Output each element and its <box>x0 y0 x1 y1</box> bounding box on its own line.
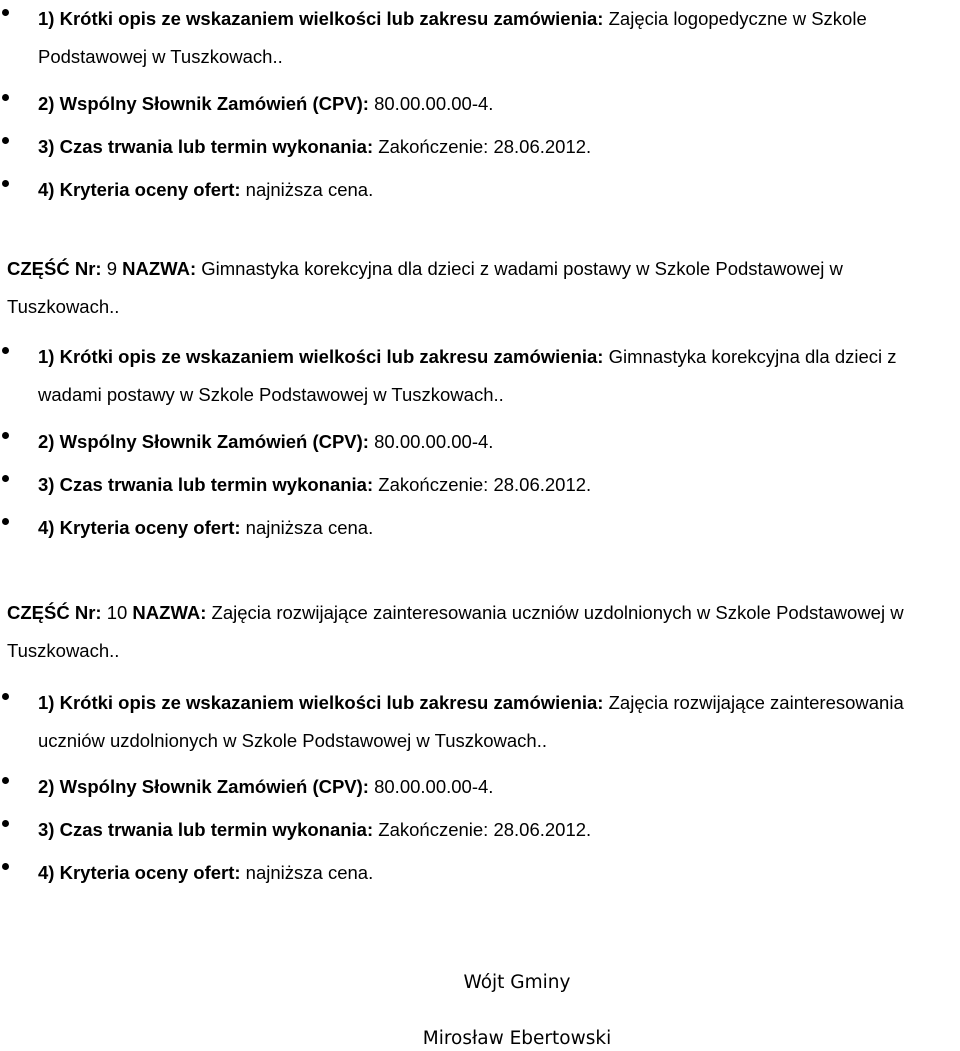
item-text: 2) Wspólny Słownik Zamówień (CPV): 80.00.00.00-4. <box>38 776 494 797</box>
bullet-icon <box>2 518 9 525</box>
signature-name: Mirosław Ebertowski <box>422 1028 612 1049</box>
item-text: 3) Czas trwania lub termin wykonania: Zakończenie: 28.06.2012. <box>38 819 592 840</box>
item-text: 4) Kryteria oceny ofert: najniższa cena. <box>38 862 374 883</box>
item-text: 3) Czas trwania lub termin wykonania: Zakończenie: 28.06.2012. <box>38 136 592 157</box>
item-text: 4) Kryteria oceny ofert: najniższa cena. <box>38 517 374 538</box>
bullet-icon <box>2 94 9 101</box>
item-text: 1) Krótki opis ze wskazaniem wielkości lub zakresu zamówienia: Zajęcia logopedyczne w Szkole Podstawowej w Tuszkowach.. <box>38 8 867 67</box>
item-text: 1) Krótki opis ze wskazaniem wielkości lub zakresu zamówienia: Zajęcia rozwijające zainteresowania uczniów uzdolnionych w Szkole Podstawowej w Tuszkowach.. <box>38 692 904 751</box>
bullet-icon <box>2 347 9 354</box>
bullet-icon <box>2 820 9 827</box>
bullet-icon <box>2 432 9 439</box>
part-heading: CZĘŚĆ Nr: 10 NAZWA: Zajęcia rozwijające zainteresowania uczniów uzdolnionych w Szkole Podstawowej w Tuszkowach.. <box>7 602 904 661</box>
bullet-icon <box>2 693 9 700</box>
item-text: 4) Kryteria oceny ofert: najniższa cena. <box>38 179 374 200</box>
bullet-icon <box>2 475 9 482</box>
item-text: 1) Krótki opis ze wskazaniem wielkości lub zakresu zamówienia: Gimnastyka korekcyjna dla dzieci z wadami postawy w Szkole Podstawowej w Tuszkowach.. <box>38 346 897 405</box>
item-text: 2) Wspólny Słownik Zamówień (CPV): 80.00.00.00-4. <box>38 431 494 452</box>
bullet-icon <box>2 863 9 870</box>
item-text: 3) Czas trwania lub termin wykonania: Zakończenie: 28.06.2012. <box>38 474 592 495</box>
item-text: 2) Wspólny Słownik Zamówień (CPV): 80.00.00.00-4. <box>38 93 494 114</box>
part-heading: CZĘŚĆ Nr: 9 NAZWA: Gimnastyka korekcyjna dla dzieci z wadami postawy w Szkole Podstawowej w Tuszkowach.. <box>7 258 843 317</box>
signature-title: Wójt Gminy <box>463 972 571 993</box>
bullet-icon <box>2 9 9 16</box>
bullet-icon <box>2 777 9 784</box>
bullet-icon <box>2 180 9 187</box>
bullet-icon <box>2 137 9 144</box>
